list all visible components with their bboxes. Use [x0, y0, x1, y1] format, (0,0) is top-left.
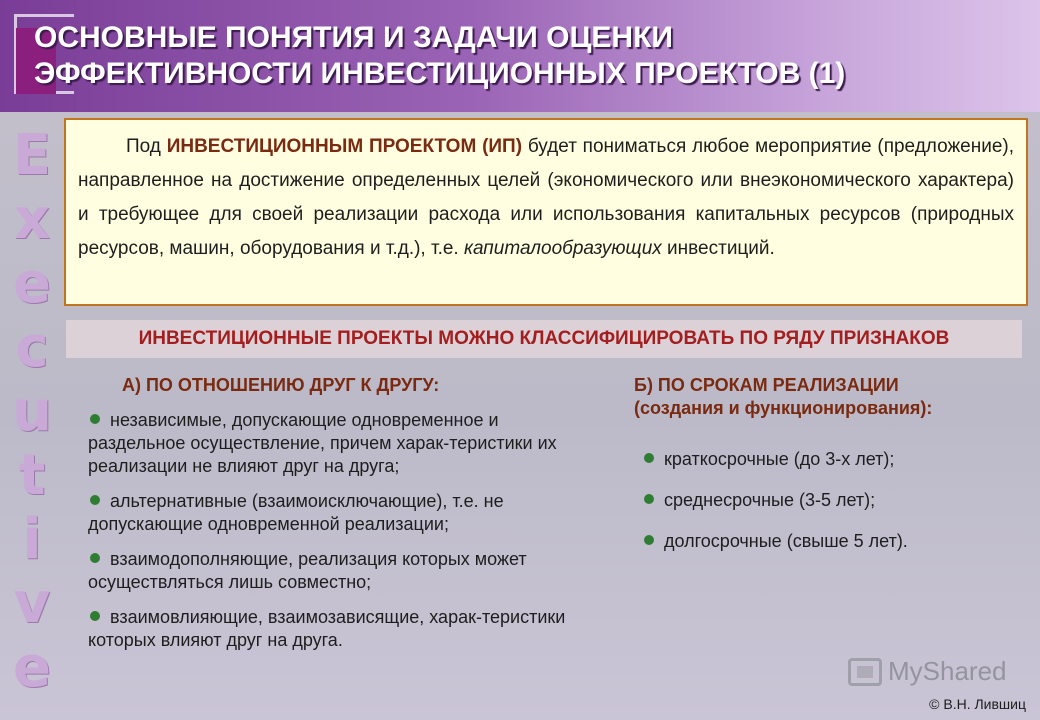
list-item-text: краткосрочные (до 3-х лет);: [664, 449, 895, 469]
list-item: [88, 409, 593, 478]
side-letter: v: [13, 571, 51, 636]
bullet-icon: [90, 414, 100, 424]
column-b-subheading: (создания и функционирования):: [634, 398, 933, 418]
column-a-list: [88, 409, 593, 652]
header-bar: [0, 0, 1040, 112]
bullet-icon: [90, 495, 100, 505]
watermark-text: MyShared: [888, 656, 1007, 686]
bullet-icon: [644, 453, 654, 463]
page-title: ОСНОВНЫЕ ПОНЯТИЯ И ЗАДАЧИ ОЦЕНКИ ЭФФЕКТИВНОСТИ ИНВЕСТИЦИОННЫХ ПРОЕКТОВ (1): [34, 21, 846, 90]
column-relation: [88, 374, 593, 664]
side-decoration: [6, 124, 58, 700]
list-item: [88, 606, 593, 652]
column-a-heading: А) ПО ОТНОШЕНИЮ ДРУГ К ДРУГУ:: [122, 375, 440, 395]
definition-body: будет пониматься любое мероприятие (предложение), направленное на достижение определенных целей (экономического или внеэкономического характера) и требующее для своей реализации расхода или использования капитальных ресурсов (природных ресурсов, машин, оборудования и т.д.), т.е.: [78, 136, 1014, 259]
presentation-icon: [848, 658, 882, 686]
list-item-text: альтернативные (взаимоисключающие), т.е. не допускающие одновременной реализации;: [88, 491, 504, 534]
list-item: [88, 490, 593, 536]
column-b-list: [634, 448, 1014, 553]
classification-banner: ИНВЕСТИЦИОННЫЕ ПРОЕКТЫ МОЖНО КЛАССИФИЦИРОВАТЬ ПО РЯДУ ПРИЗНАКОВ: [66, 320, 1022, 358]
list-item-text: среднесрочные (3-5 лет);: [664, 490, 876, 510]
list-item: [634, 530, 1014, 553]
column-duration: [634, 374, 1014, 571]
copyright-notice: © В.Н. Лившиц: [929, 696, 1026, 712]
side-letter: i: [22, 507, 42, 572]
watermark: [848, 656, 1007, 687]
list-item: [634, 448, 1014, 471]
list-item-text: независимые, допускающие одновременное и раздельное осуществление, причем харак-теристики их реализации не влияют друг на друга;: [88, 410, 557, 476]
side-letter: c: [15, 315, 49, 380]
bullet-icon: [644, 494, 654, 504]
list-item-text: взаимодополняющие, реализация которых может осуществляться лишь совместно;: [88, 549, 527, 592]
side-letter: u: [12, 379, 52, 444]
side-letter: E: [12, 123, 52, 188]
bullet-icon: [90, 611, 100, 621]
side-letter: t: [18, 443, 46, 508]
definition-prefix: Под: [126, 136, 167, 157]
definition-term: ИНВЕСТИЦИОННЫМ ПРОЕКТОМ (ИП): [166, 136, 523, 157]
side-letter: e: [13, 251, 51, 316]
bullet-icon: [644, 535, 654, 545]
list-item: [88, 548, 593, 594]
definition-emphasis: капиталообразующих: [463, 238, 662, 259]
side-letter: e: [13, 635, 51, 700]
definition-box: [64, 118, 1028, 306]
definition-text: [78, 130, 1014, 266]
side-letter: x: [13, 187, 51, 252]
column-b-heading: Б) ПО СРОКАМ РЕАЛИЗАЦИИ: [634, 375, 899, 395]
list-item-text: взаимовлияющие, взаимозависящие, харак-теристики которых влияют друг на друга.: [88, 607, 566, 650]
bullet-icon: [90, 553, 100, 563]
list-item-text: долгосрочные (свыше 5 лет).: [664, 531, 908, 551]
list-item: [634, 489, 1014, 512]
definition-suffix: инвестиций.: [661, 238, 775, 259]
